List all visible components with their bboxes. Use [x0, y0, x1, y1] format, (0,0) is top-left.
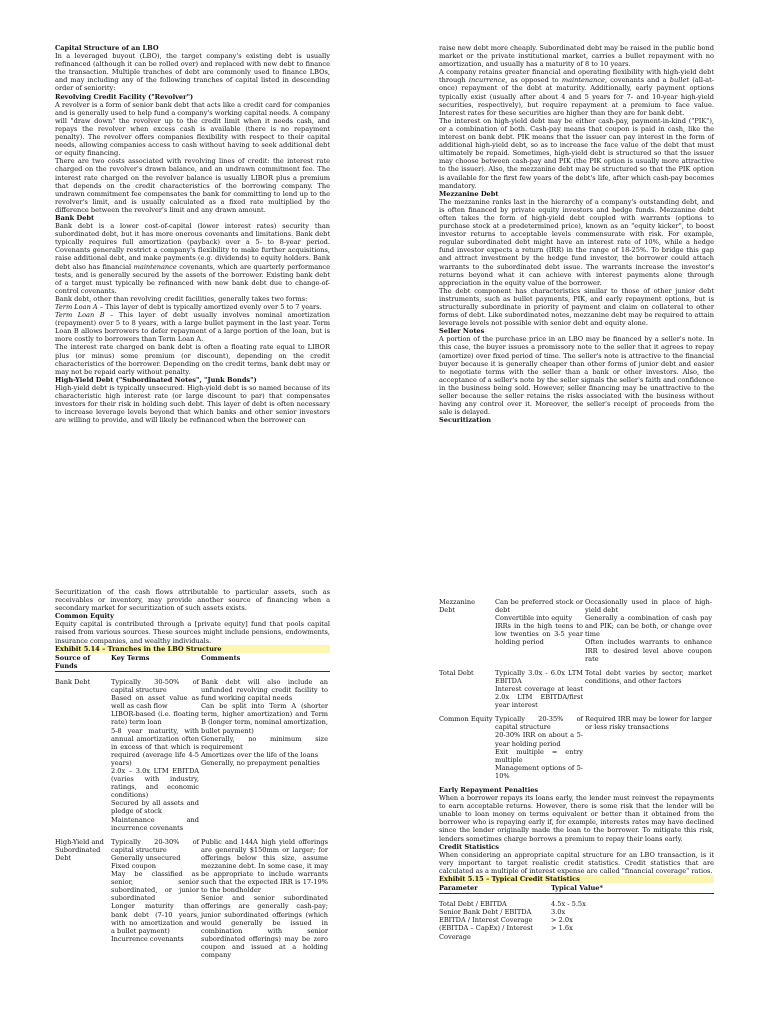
section-heading: Seller Notes: [439, 327, 485, 336]
paragraph: There are two costs associated with revolving lines of credit: the interest rate charged on the revolver's drawn balance, and an undrawn commitment fee. The interest rate charged on the revolver balance is usually LIBOR plus a premium that depends on the credit characteristics of the borrowing company. The undrawn commitment fee compensates the bank for committing to lend up to the revolver's limit, and is usually calculated as a fixed rate multiplied by the difference between the revolver's limit and any drawn amount.: [55, 157, 330, 214]
exhibit-title: Exhibit 5.14 – Tranches in the LBO Structure: [55, 645, 330, 653]
table-cell: High-Yield and Subordinated Debt: [55, 837, 104, 862]
table-row: [55, 838, 330, 965]
section-heading: Early Repayment Penalties: [439, 785, 539, 794]
table-row: [439, 669, 714, 715]
table-row: [439, 715, 714, 786]
table-row: [439, 916, 714, 924]
table-cell: Bank Debt: [55, 677, 91, 686]
table-row: [439, 598, 714, 669]
exhibit-title: Exhibit 5.15 – Typical Credit Statistics: [439, 875, 714, 883]
term-loan-b: Term Loan B – This layer of debt usually involves nominal amortization (repayment) over 5 to 8 years, with a large bullet payment in the last year. Term Loan B allows borrowers to defer repayment of a large portion of the loan, but is more costly to borrowers than Term Loan A.: [55, 311, 330, 344]
column-header: Typical Value*: [551, 884, 714, 894]
paragraph: The mezzanine ranks last in the hierarchy of a company's outstanding debt, and is often financed by private equity investors and hedge funds. Mezzanine debt often takes the form of high-yield debt coupled with warrants (options to purchase stock at a predetermined price), known as an "equity kicker", to boost investor returns to acceptable levels commensurate with risk. For example, regular subordinated debt might have an interest rate of 10%, while a hedge fund investor expects a return (IRR) in the range of 18-25%. To bridge this gap and attract investment by the hedge fund investor, the borrower could attach warrants to the subordinated debt issue. The warrants increase the investor's returns beyond what it can achieve with interest payments alone through appreciation in the equity value of the borrower.: [439, 197, 714, 287]
section-heading: Common Equity: [55, 612, 114, 621]
paragraph: Bank debt is a lower cost-of-capital (lower interest rates) security than subordinated debt, but it has more onerous covenants and limitations. Bank debt typically requires full amortization (payback) over a 5- to 8-year period. Covenants generally restrict a company's flexibility to make further acquisitions, raise additional debt, and make payments (e.g. dividends) to equity holders. Bank debt also has financial maintenance covenants, which are quarterly performance tests, and is generally secured by the assets of the borrower. Existing bank debt of a target must typically be refinanced with new bank debt due to change-of-control covenants.: [55, 222, 331, 295]
table-cell: Required IRR may be lower for larger or less risky transactions: [585, 715, 712, 732]
table-cell: (EBITDA – CapEx) / Interest Coverage: [439, 924, 533, 941]
top-right-column: [439, 44, 714, 424]
table-cell: Mezzanine Debt: [439, 598, 476, 615]
section-heading: Credit Statistics: [439, 842, 499, 851]
paragraph: The interest rate charged on bank debt is often a floating rate equal to LIBOR plus (or minus) some premium (or discount), depending on the credit characteristics of the borrower. Depending on the credit terms, bank debt may or may not be repaid early without penalty.: [55, 343, 330, 376]
paragraph: Equity capital is contributed through a [private equity] fund that pools capital raised from various sources. These sources might include pensions, endowments, insurance companies, and wealthy individuals.: [55, 620, 330, 645]
paragraph: raise new debt more cheaply. Subordinated debt may be raised in the public bond market or the private institutional market, carries a bullet repayment with no amortization, and usually has a maturity of 8 to 10 years.: [439, 44, 714, 69]
paragraph: High-yield debt is typically unsecured. High-yield debt is so named because of its characteristic high interest rate (or large discount to par) that compensates investors for their risk in holding such debt. This layer of debt is often necessary to increase leverage levels beyond that which banks and other senior investors are willing to provide, and will likely be refinanced when the borrower can: [55, 383, 330, 425]
paragraph: When considering an appropriate capital structure for an LBO transaction, is it very important to target realistic credit statistics. Credit statistics that are calculated as a multiple of interest expense are called "financial coverage" ratios.: [439, 850, 714, 875]
term-loan-a: Term Loan A – This layer of debt is typically amortized evenly over 5 to 7 years.: [55, 303, 322, 311]
paragraph: The interest on high-yield debt may be either cash-pay, payment-in-kind ("PIK"), or a combination of both. Cash-pay means that coupon is paid in cash, like the interest on bank debt. PIK means that the issuer can pay interest in the form of additional high-yield debt, so as to increase the face value of the debt that must ultimately be repaid. Sometimes, high-yield debt is structured so that the issuer may choose between cash-pay and PIK (the PIK option is usually more attractive to the issuer). Also, the mezzanine debt may be structured so that the PIK option is available for the first few years of the debt's life, after which cash-pay becomes mandatory.: [439, 116, 714, 190]
section-heading: Securitization: [439, 416, 492, 425]
table-cell: 4.5x - 5.5x: [551, 900, 586, 909]
paragraph: A portion of the purchase price in an LBO may be financed by a seller's note. In this case, the buyer issues a promissory note to the seller that it agrees to repay (amortize) over fixed period of time. The seller's note is attractive to the financial buyer because it is generally cheaper than other forms of junior debt and easier to negotiate terms with the seller than a bank or other investors. Also, the acceptance of a seller's note by the seller signals the seller's faith and confidence in the business being sold. However, seller financing may be unattractive to the seller because the seller retains the risks associated with the business without having any control over it. Moreover, the seller's receipt of proceeds from the sale is delayed.: [439, 335, 714, 417]
section-heading: High-Yield Debt ("Subordinated Notes", "Junk Bonds"): [55, 375, 257, 384]
tranches-table-continued: [439, 598, 714, 786]
column-header: Comments: [201, 654, 330, 672]
table-cell: > 1.6x: [551, 924, 573, 933]
table-cell: Can be preferred stock or debt Convertible into equity IRRs in the high teens to low twenties on 3-5 year holding period: [495, 598, 583, 647]
table-cell: Public and 144A high yield offerings are generally $150mm or larger; for offerings below this size, assume mezzanine debt. In some case, it may be appropriate to include warrants such that the expected IRR is 17-19% to the bondholder Senior and senior subordinated offerings are generally cash-pay; junior subordinated offerings (which would generally be issued in combination with senior subordinated offerings) may be zero coupon and issued at a holding company: [201, 837, 328, 960]
paragraph: The debt component has characteristics similar to those of other junior debt instruments, such as bullet payments, PIK, and early repayment options, but is structurally subordinate in priority of payment and claim on collateral to other forms of debt. Like subordinated notes, mezzanine debt may be required to attain leverage levels not possible with senior debt and equity alone.: [439, 286, 714, 328]
column-header: Key Terms: [111, 654, 201, 672]
credit-stats-table: [439, 884, 714, 941]
table-header-row: [55, 654, 330, 672]
table-cell: Total Debt / EBITDA: [439, 900, 507, 909]
table-cell: EBITDA / Interest Coverage: [439, 916, 533, 925]
paragraph: In a leveraged buyout (LBO), the target company's existing debt is usually refinanced (although it can be rolled over) and replaced with new debt to finance the transaction. Multiple tranches of debt are commonly used to finance LBOs, and may including any of the following tranches of capital listed in descending order of seniority:: [55, 52, 330, 93]
tranches-table: [55, 654, 330, 965]
table-cell: Total debt varies by sector, market conditions, and other factors: [585, 668, 712, 685]
column-header: Source of Funds: [55, 654, 111, 672]
bottom-right-column: [439, 598, 714, 941]
table-row: [439, 924, 714, 940]
paragraph: Bank debt, other than revolving credit facilities, generally takes two forms:: [55, 294, 308, 303]
table-cell: Typically 20-35% of capital structure 20-30% IRR on about a 5-year holding period Exit multiple = entry multiple Management options of 5-10%: [495, 715, 583, 780]
table-cell: 3.0x: [551, 908, 566, 917]
table-row: [55, 671, 330, 837]
section-heading: Bank Debt: [55, 213, 95, 222]
table-cell: > 2.0x: [551, 916, 573, 925]
top-left-column: [55, 44, 330, 424]
table-cell: Typically 3.0x - 6.0x LTM EBITDA Interest coverage at least 2.0x LTM EBITDA/first year interest: [495, 668, 583, 710]
section-heading: Capital Structure of an LBO: [55, 44, 159, 52]
table-cell: Bank debt will also include an unfunded revolving credit facility to fund working capital needs Can be split into Term A (shorter term, higher amortization) and Term B (longer term, nominal amortization, bullet payment) Generally, no minimum size requirement Amortizes over the life of the loans Generally, no prepayment penalties: [201, 677, 328, 767]
table-header-row: [439, 884, 714, 894]
paragraph: A company retains greater financial and operating flexibility with high-yield debt through incurrence, as opposed to maintenance, covenants and a bullet (all-at-once) repayment of the debt at maturity. Additionally, early payment options typically exist (usually after about 4 and 5 years for 7- and 10-year high-yield securities, respectively), but require repayment at a premium to face value. Interest rates for these securities are higher than they are for bank debt.: [439, 68, 714, 117]
table-cell: Typically 30-50% of capital structure Based on asset value as well as cash flow LIBOR-based (i.e. floating rate) term loan 5-8 year maturity, with annual amortization often in excess of that which is required (average life 4-5 years) 2.0x – 3.0x LTM EBITDA (varies with industry, ratings, and economic conditions) Secured by all assets and pledge of stock Maintenance and incurrence covenants: [111, 677, 199, 832]
table-cell: Typically 20-30% of capital structure Generally unsecured Fixed coupon May be classified as senior, senior subordinated, or junior subordinated Longer maturity than bank debt (7-10 years, with no amortization and a bullet payment) Incurrence covenants: [111, 837, 199, 943]
table-row: [439, 894, 714, 909]
table-row: [439, 908, 714, 916]
paragraph: When a borrower repays its loans early, the lender must reinvest the repayments to earn acceptable returns. However, there is some risk that the lender will be unable to loan money on terms equivalent or better than it obtained from the borrower who is repaying early if, for example, interests rates may have declined since the lender originally made the loan to the borrower. To mitigate this risk, lenders sometimes charge borrows a premium to repay their loans early.: [439, 794, 714, 843]
table-cell: Senior Bank Debt / EBITDA: [439, 908, 532, 917]
table-cell: Occasionally used in place of high-yield debt Generally a combination of cash pay and PIK; can be both, or change over time Often includes warrants to enhance IRR to desired level above coupon rate: [585, 598, 712, 663]
paragraph: A revolver is a form of senior bank debt that acts like a credit card for companies and is generally used to help fund a company's working capital needs. A company will "draw down" the revolver up to the credit limit when it needs cash, and repays the revolver when excess cash is available (there is no repayment penalty). The revolver offers companies flexibility with respect to their capital needs, allowing companies access to cash without having to seek additional debt or equity financing.: [55, 100, 330, 158]
section-heading: Revolving Credit Facility ("Revolver"): [55, 92, 194, 101]
section-heading: Mezzanine Debt: [439, 189, 499, 198]
column-header: Parameter: [439, 884, 551, 894]
table-cell: Total Debt: [439, 668, 474, 677]
table-cell: Common Equity: [439, 715, 493, 724]
paragraph: Securitization of the cash flows attributable to particular assets, such as receivables or inventory, may provide another source of financing when a secondary market for securitization of such assets exists.: [55, 588, 330, 613]
bottom-left-column: [55, 588, 330, 965]
